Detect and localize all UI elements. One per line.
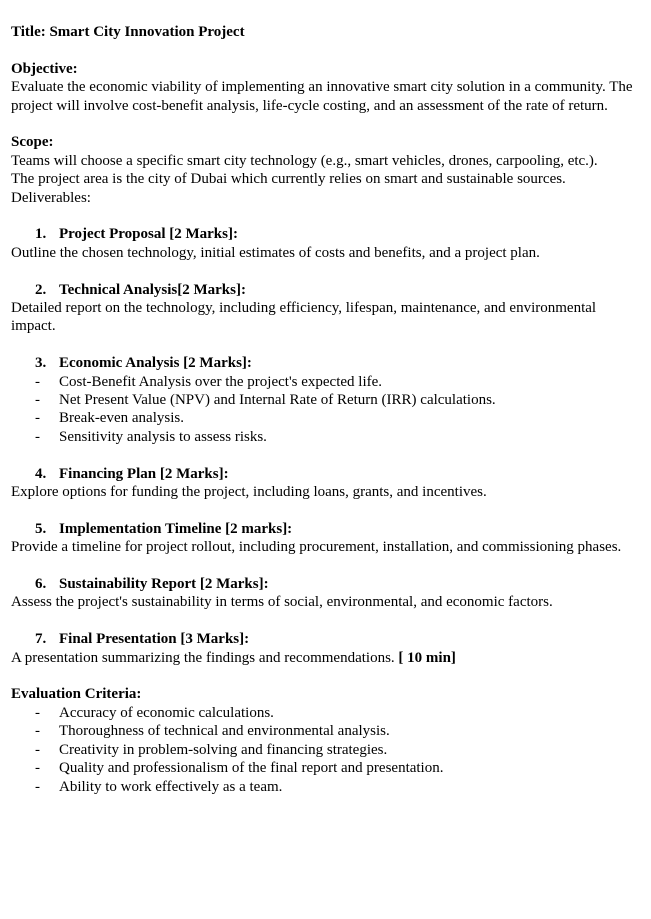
- duration-note: [ 10 min]: [398, 649, 456, 666]
- deliverable-title: Project Proposal [2 Marks]:: [59, 226, 238, 243]
- spacer: [11, 557, 641, 575]
- list-item-text: Net Present Value (NPV) and Internal Rate of Return (IRR) calculations.: [59, 392, 496, 409]
- list-item: [11, 778, 641, 796]
- list-item: [11, 409, 641, 427]
- evaluation-heading: Evaluation Criteria:: [11, 686, 142, 703]
- deliverable-number: 2.: [35, 281, 47, 298]
- list-item-text: Accuracy of economic calculations.: [59, 704, 274, 721]
- deliverable-number: 7.: [35, 631, 47, 648]
- deliverable-heading: [11, 281, 641, 299]
- spacer: [11, 207, 641, 225]
- dash-marker: -: [35, 741, 40, 758]
- list-item: [11, 759, 641, 777]
- deliverable-heading: [11, 354, 641, 372]
- list-item: [11, 373, 641, 391]
- deliverable-heading: [11, 225, 641, 243]
- deliverable-title: Implementation Timeline [2 marks]:: [59, 520, 293, 537]
- list-item: [11, 704, 641, 722]
- deliverable-text: Detailed report on the technology, including efficiency, lifespan, maintenance, and environmental impact.: [11, 300, 597, 335]
- spacer: [11, 115, 641, 133]
- deliverable-number: 1.: [35, 226, 47, 243]
- list-item-text: Cost-Benefit Analysis over the project's expected life.: [59, 373, 383, 390]
- deliverable-text: [11, 649, 641, 667]
- list-item: [11, 741, 641, 759]
- deliverable-heading: [11, 520, 641, 538]
- dash-marker: -: [35, 778, 40, 795]
- list-item: [11, 428, 641, 446]
- dash-marker: -: [35, 373, 40, 390]
- deliverable-number: 3.: [35, 355, 47, 372]
- list-item-text: Quality and professionalism of the final report and presentation.: [59, 760, 444, 777]
- deliverable-text: Outline the chosen technology, initial estimates of costs and benefits, and a project plan.: [11, 244, 540, 261]
- spacer: [11, 446, 641, 464]
- dash-marker: -: [35, 723, 40, 740]
- spacer: [11, 336, 641, 354]
- deliverable-heading: [11, 630, 641, 648]
- spacer: [11, 262, 641, 280]
- deliverable-text: Explore options for funding the project, including loans, grants, and incentives.: [11, 484, 487, 501]
- objective-text: Evaluate the economic viability of implementing an innovative smart city solution in a community. The project will involve cost-benefit analysis, life-cycle costing, and an assessment of the rate of return.: [11, 79, 633, 114]
- scope-line-1: Teams will choose a specific smart city technology (e.g., smart vehicles, drones, carpooling, etc.).: [11, 152, 598, 169]
- deliverable-text: Assess the project's sustainability in terms of social, environmental, and economic factors.: [11, 594, 553, 611]
- list-item-text: Ability to work effectively as a team.: [59, 778, 283, 795]
- dash-marker: -: [35, 428, 40, 445]
- deliverable-title: Economic Analysis [2 Marks]:: [59, 355, 252, 372]
- dash-marker: -: [35, 760, 40, 777]
- spacer: [11, 501, 641, 519]
- spacer: [11, 667, 641, 685]
- deliverable-title: Final Presentation [3 Marks]:: [59, 631, 250, 648]
- deliverable-title: Technical Analysis[2 Marks]:: [59, 281, 246, 298]
- deliverables-label: Deliverables:: [11, 189, 91, 206]
- scope-heading: Scope:: [11, 134, 54, 151]
- dash-marker: -: [35, 392, 40, 409]
- spacer: [11, 41, 641, 59]
- document-title: Title: Smart City Innovation Project: [11, 24, 245, 40]
- deliverable-number: 4.: [35, 465, 47, 482]
- deliverable-heading: [11, 465, 641, 483]
- list-item-text: Sensitivity analysis to assess risks.: [59, 428, 267, 445]
- deliverable-number: 5.: [35, 520, 47, 537]
- deliverable-number: 6.: [35, 576, 47, 593]
- list-item: [11, 722, 641, 740]
- scope-line-2: The project area is the city of Dubai which currently relies on smart and sustainable sources.: [11, 171, 566, 188]
- deliverable-heading: [11, 575, 641, 593]
- list-item-text: Creativity in problem-solving and financing strategies.: [59, 741, 388, 758]
- spacer: [11, 612, 641, 630]
- list-item: [11, 391, 641, 409]
- list-item-text: Break-even analysis.: [59, 410, 184, 427]
- deliverable-title: Sustainability Report [2 Marks]:: [59, 576, 269, 593]
- dash-marker: -: [35, 704, 40, 721]
- deliverable-text-main: A presentation summarizing the findings and recommendations.: [11, 649, 395, 666]
- deliverable-text: Provide a timeline for project rollout, including procurement, installation, and commissioning phases.: [11, 539, 622, 556]
- dash-marker: -: [35, 410, 40, 427]
- deliverable-title: Financing Plan [2 Marks]:: [59, 465, 229, 482]
- objective-heading: Objective:: [11, 60, 78, 77]
- list-item-text: Thoroughness of technical and environmental analysis.: [59, 723, 390, 740]
